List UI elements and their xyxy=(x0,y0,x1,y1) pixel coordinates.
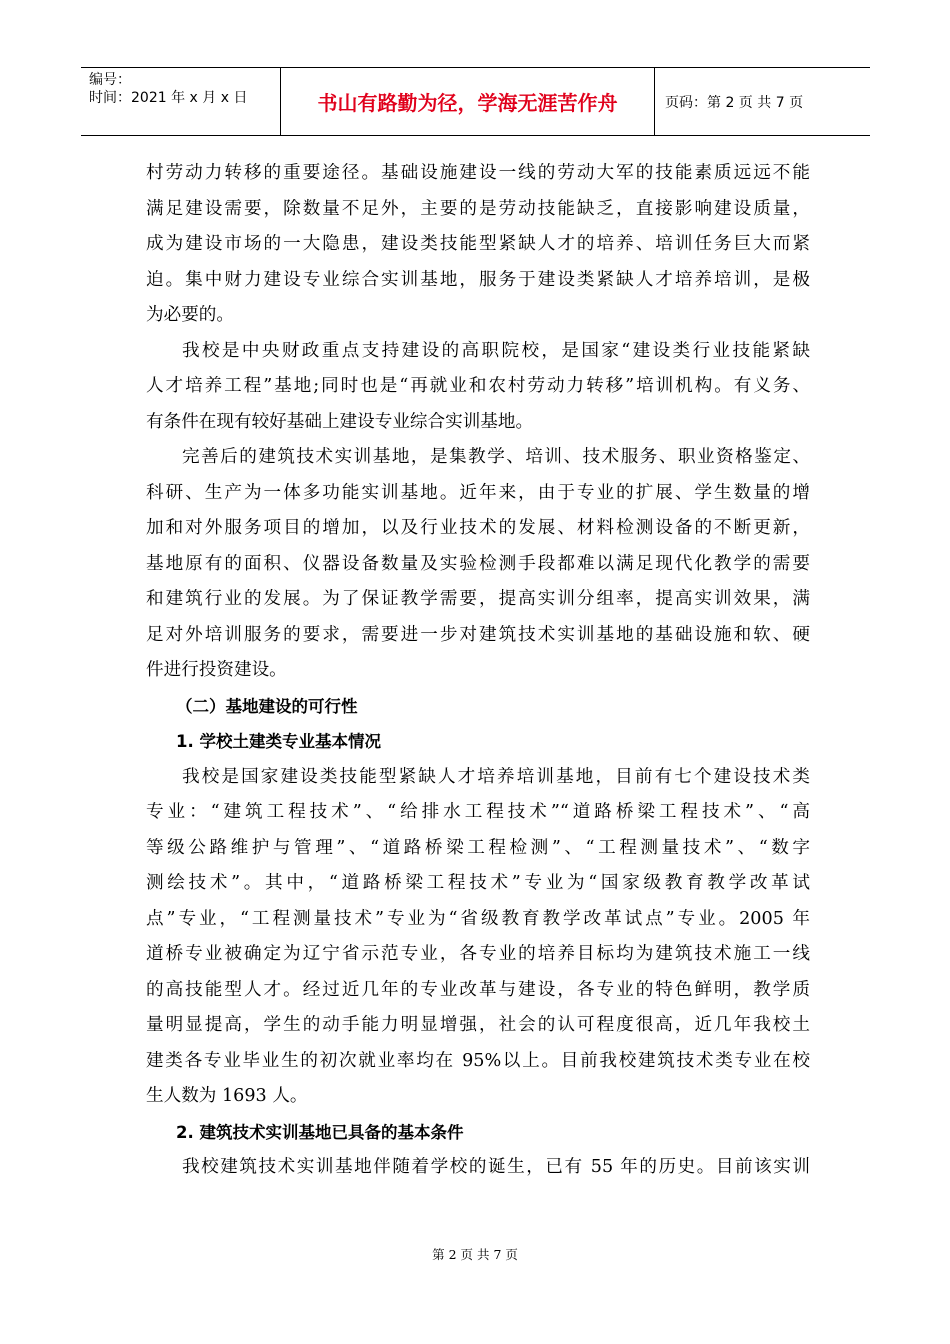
body-line: 量明显提高，学生的动手能力明显增强，社会的认可程度很高，近几年我校土 xyxy=(146,1015,810,1035)
header-motto: 书山有路勤为径，学海无涯苦作舟 xyxy=(281,68,655,135)
body-line: 我校是国家建设类技能型紧缺人才培养培训基地，目前有七个建设技术类 xyxy=(182,766,810,787)
subsection-heading: 2. 建筑技术实训基地已具备的基本条件 xyxy=(176,1122,464,1142)
body-line: 有条件在现有较好基础上建设专业综合实训基地。 xyxy=(146,411,534,432)
body-line: 足对外培训服务的要求，需要进一步对建筑技术实训基地的基础设施和软、硬 xyxy=(146,624,810,645)
body-line: 科研、生产为一体多功能实训基地。近年来，由于专业的扩展、学生数量的增 xyxy=(146,482,810,503)
header-page-label: 页码：第 2 页 共 7 页 xyxy=(665,94,804,111)
body-line: 道桥专业被确定为辽宁省示范专业，各专业的培养目标均为建筑技术施工一线 xyxy=(146,944,810,964)
body-line: 我校是中央财政重点支持建设的高职院校，是国家“建设类行业技能紧缺 xyxy=(182,340,810,361)
body-line: 成为建设市场的一大隐患，建设类技能型紧缺人才的培养、培训任务巨大而紧 xyxy=(146,234,810,254)
body-line: 加和对外服务项目的增加，以及行业技术的发展、材料检测设备的不断更新， xyxy=(146,518,810,538)
header-meta xyxy=(81,68,281,135)
page-header xyxy=(81,67,870,136)
body-line: 为必要的。 xyxy=(146,305,234,325)
section-heading: （二）基地建设的可行性 xyxy=(176,696,358,716)
number-label: 编号： xyxy=(89,72,131,88)
body-line: 件进行投资建设。 xyxy=(146,660,287,680)
body-line: 完善后的建筑技术实训基地，是集教学、培训、技术服务、职业资格鉴定、 xyxy=(182,447,810,467)
body-line: 我校建筑技术实训基地伴随着学校的诞生，已有 55 年的历史。目前该实训 xyxy=(182,1157,810,1177)
page-footer: 第 2 页 共 7 页 xyxy=(432,1247,518,1262)
body-line: 基地原有的面积、仪器设备数量及实验检测手段都难以满足现代化教学的需要 xyxy=(146,553,810,574)
body-line: 人才培养工程”基地;同时也是“再就业和农村劳动力转移”培训机构。有义务、 xyxy=(146,376,810,396)
body-line: 满足建设需要，除数量不足外，主要的是劳动技能缺乏，直接影响建设质量， xyxy=(146,198,810,219)
body-line: 和建筑行业的发展。为了保证教学需要，提高实训分组率，提高实训效果，满 xyxy=(146,589,810,609)
body-line: 测绘技术”。其中，“道路桥梁工程技术”专业为“国家级教育教学改革试 xyxy=(146,873,810,893)
time-label: 时间：2021 年 x 月 x 日 xyxy=(89,90,248,106)
body-line: 建类各专业毕业生的初次就业率均在 95%以上。目前我校建筑技术类专业在校 xyxy=(146,1050,810,1071)
body-line: 迫。集中财力建设专业综合实训基地，服务于建设类紧缺人才培养培训，是极 xyxy=(146,269,810,290)
body-line: 点”专业，“工程测量技术”专业为“省级教育教学改革试点”专业。2005 年 xyxy=(146,908,810,929)
body-line: 生人数为 1693 人。 xyxy=(146,1086,308,1106)
document-body xyxy=(146,156,810,1186)
body-line: 村劳动力转移的重要途径。基础设施建设一线的劳动大军的技能素质远远不能 xyxy=(146,163,810,183)
body-line: 等级公路维护与管理”、“道路桥梁工程检测”、“工程测量技术”、“数字 xyxy=(146,837,810,858)
subsection-heading: 1. 学校土建类专业基本情况 xyxy=(176,732,381,751)
body-line: 专业：“建筑工程技术”、“给排水工程技术”“道路桥梁工程技术”、“高 xyxy=(146,802,810,822)
body-line: 的高技能型人才。经过近几年的专业改革与建设，各专业的特色鲜明，教学质 xyxy=(146,979,810,1000)
